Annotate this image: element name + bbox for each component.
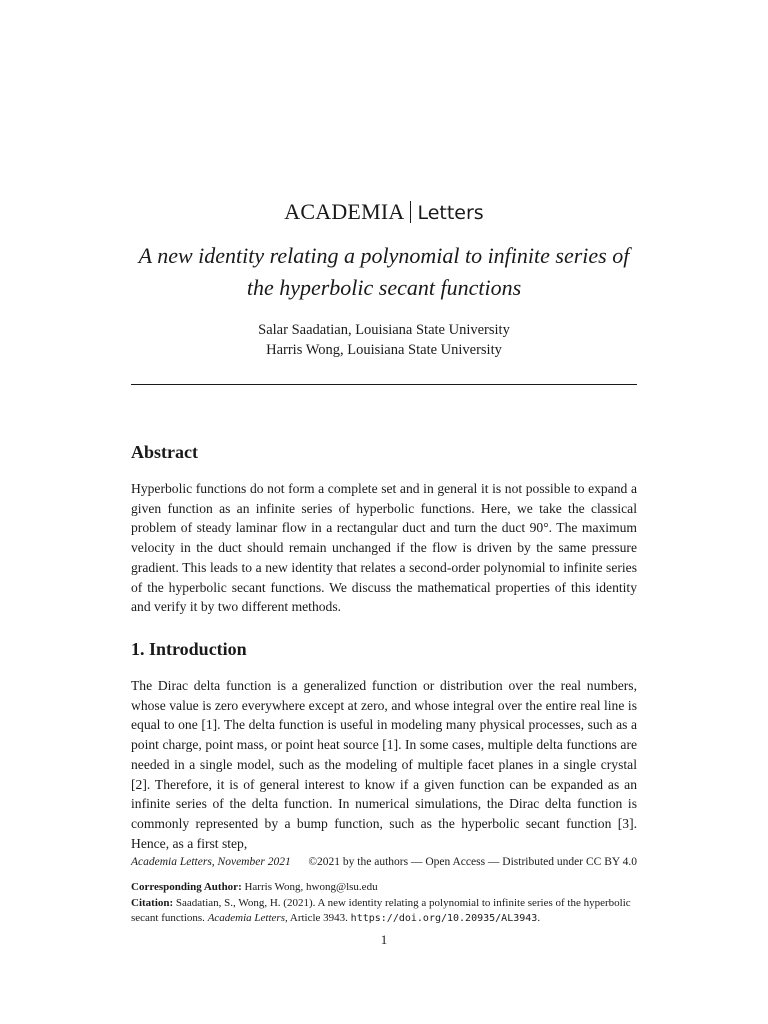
corresponding-text: Harris Wong, hwong@lsu.edu [244, 881, 378, 893]
introduction-heading: 1. Introduction [131, 639, 247, 659]
paper-title [100, 240, 668, 304]
title-line-1: A new identity relating a polynomial to infinite series of [138, 243, 630, 268]
citation-doi-link[interactable]: https://doi.org/10.20935/AL3943 [350, 913, 538, 924]
citation [131, 896, 651, 927]
footer-meta [131, 854, 637, 870]
citation-label: Citation: [131, 896, 174, 909]
title-line-2: the hyperbolic secant functions [246, 275, 522, 300]
corresponding-author [131, 880, 651, 896]
brand-separator [410, 201, 411, 223]
footer-notes [131, 880, 651, 927]
title-divider [131, 384, 637, 385]
citation-end: . [537, 912, 541, 924]
journal-brand [0, 198, 768, 227]
brand-section: Letters [417, 202, 484, 224]
abstract-text: Hyperbolic functions do not form a complete set and in general it is not possible to expand a given function as an infinite series of hyperbolic functions. Here, we take the classical problem of steady laminar flow in a rectangular duct and turn the duct 90°. The maximum velocity in the duct should remain unchanged if the flow is driven by the same pressure gradient. This leads to a new identity that relates a second-order polynomial to infinite series of the hyperbolic secant functions. We discuss the mathematical properties of this identity and verify it by two different methods. [131, 481, 637, 615]
citation-text-b: , Article 3943. [284, 912, 348, 924]
author-2: Harris Wong, Louisiana State University [266, 342, 502, 358]
brand-name: ACADEMIA [284, 199, 405, 224]
license-text: ©2021 by the authors — Open Access — Distributed under CC BY 4.0 [308, 856, 637, 868]
author-1: Salar Saadatian, Louisiana State University [258, 322, 510, 338]
citation-journal: Academia Letters [207, 912, 285, 924]
author-list [0, 320, 768, 360]
page-number: 1 [380, 932, 388, 947]
citation-text-a: Saadatian, S., Wong, H. (2021). A new identity relating a polynomial to infinite series of the hyperbolic secant functions. [131, 896, 631, 924]
abstract-heading: Abstract [131, 442, 198, 462]
introduction-text: The Dirac delta function is a generalized function or distribution over the real numbers, whose value is zero everywhere except at zero, and whose integral over the entire real line is equal to one [1]. The delta function is useful in modeling many physical processes, such as a point charge, point mass, or point heat source [1]. In some cases, multiple delta functions are needed in a single model, such as the modeling of multiple facet planes in a single crystal [2]. Therefore, it is of general interest to know if a given function can be expanded as an infinite series of the delta function. In numerical simulations, the Dirac delta function is commonly represented by a bump function, such as the hyperbolic secant function [3]. Hence, as a first step, [131, 678, 637, 851]
corresponding-label: Corresponding Author: [131, 881, 242, 893]
journal-date: Academia Letters, November 2021 [131, 856, 291, 868]
